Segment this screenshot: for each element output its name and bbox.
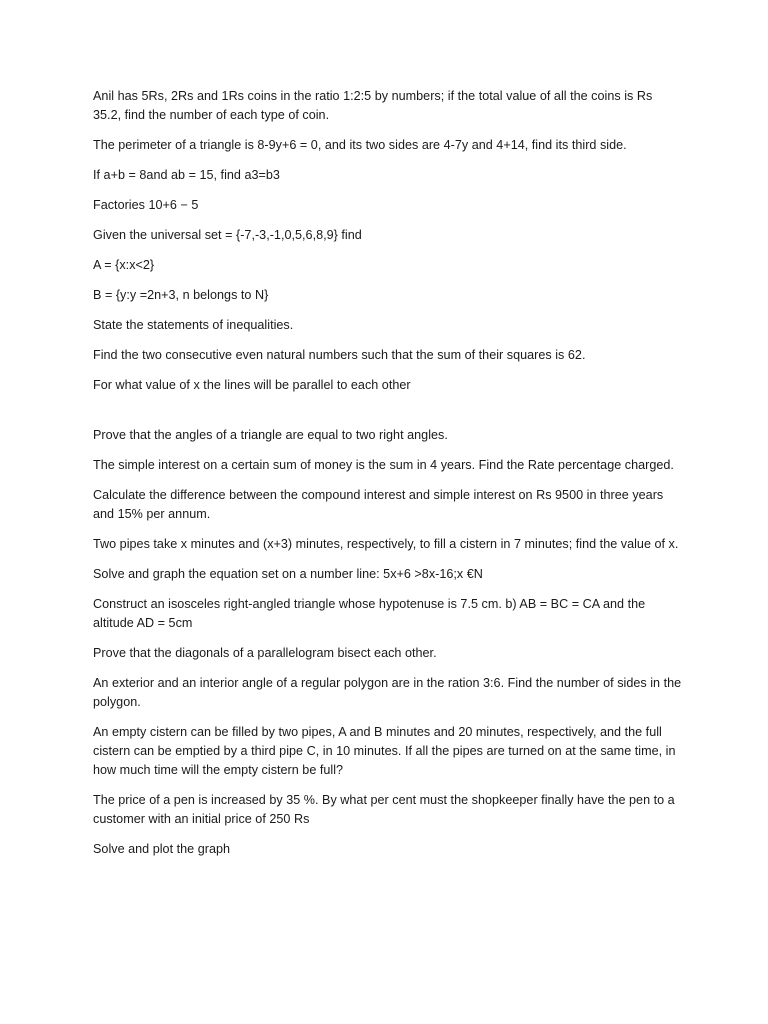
question-two-pipes: Two pipes take x minutes and (x+3) minutes, respectively, to fill a cistern in 7 minutes; find the value of x. — [93, 537, 679, 551]
question-plot-graph: Solve and plot the graph — [93, 842, 231, 856]
question-factorise: Factories 10+6 − 5 — [93, 198, 199, 212]
question-number-line: Solve and graph the equation set on a number line: 5x+6 >8x-16;x €N — [93, 567, 483, 581]
question-polygon: An exterior and an interior angle of a regular polygon are in the ration 3:6. Find the number of sides in the polygon. — [93, 676, 682, 709]
question-cube-sum: If a+b = 8and ab = 15, find a3=b3 — [93, 168, 280, 182]
set-a-definition: A = {x:x<2} — [93, 258, 155, 272]
question-coins: Anil has 5Rs, 2Rs and 1Rs coins in the ratio 1:2:5 by numbers; if the total value of all the coins is Rs 35.2, find the number of each type of coin. — [93, 89, 653, 122]
question-cistern: An empty cistern can be filled by two pipes, A and B minutes and 20 minutes, respectively, and the full cistern can be emptied by a third pipe C, in 10 minutes. If all the pipes are turned on at the same time, in how much time will the empty cistern be full? — [93, 725, 676, 777]
question-compound-interest: Calculate the difference between the compound interest and simple interest on Rs 9500 in three years and 15% per annum. — [93, 488, 664, 521]
question-parallel-lines: For what value of x the lines will be parallel to each other — [93, 378, 411, 392]
question-triangle-angles: Prove that the angles of a triangle are equal to two right angles. — [93, 428, 448, 442]
question-simple-interest: The simple interest on a certain sum of money is the sum in 4 years. Find the Rate percentage charged. — [93, 458, 674, 472]
question-inequalities: State the statements of inequalities. — [93, 318, 294, 332]
set-b-definition: B = {y:y =2n+3, n belongs to N} — [93, 288, 269, 302]
document-page — [93, 87, 683, 870]
question-construct-triangle: Construct an isosceles right-angled triangle whose hypotenuse is 7.5 cm. b) AB = BC = CA and the altitude AD = 5cm — [93, 597, 646, 630]
question-universal-set: Given the universal set = {-7,-3,-1,0,5,6,8,9} find — [93, 228, 362, 242]
question-triangle-perimeter: The perimeter of a triangle is 8-9y+6 = 0, and its two sides are 4-7y and 4+14, find its third side. — [93, 138, 627, 152]
question-pen-price: The price of a pen is increased by 35 %. By what per cent must the shopkeeper finally have the pen to a customer with an initial price of 250 Rs — [93, 793, 675, 826]
question-consecutive-even: Find the two consecutive even natural numbers such that the sum of their squares is 62. — [93, 348, 586, 362]
question-parallelogram: Prove that the diagonals of a parallelogram bisect each other. — [93, 646, 437, 660]
